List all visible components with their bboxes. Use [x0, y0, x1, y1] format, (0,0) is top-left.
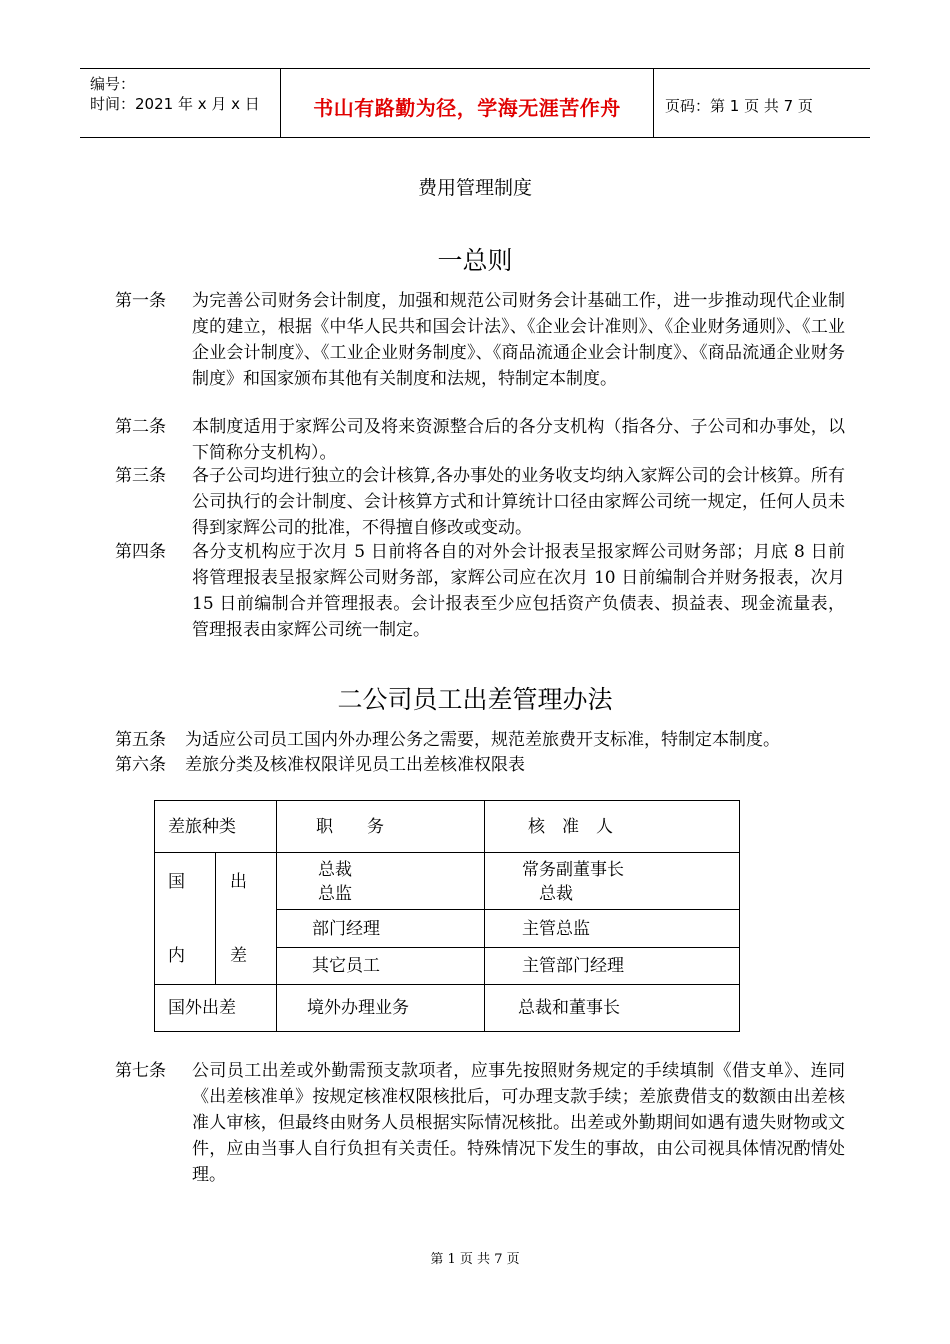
approver-cell: 主管总监: [522, 919, 590, 939]
table-line-row1: [276, 909, 740, 910]
article-text: 差旅分类及核准权限详见员工出差核准权限表: [185, 755, 525, 775]
table-line-header: [154, 852, 740, 853]
table-line-col1: [276, 800, 277, 1032]
article-label: 第二条: [115, 417, 166, 437]
article-label: 第一条: [115, 291, 166, 311]
foreign-position: 境外办理业务: [307, 998, 409, 1018]
article-text: 各分支机构应于次月 5 日前将各自的对外会计报表呈报家辉公司财务部；月底 8 日前将管理报表呈报家辉公司财务部，家辉公司应在次月 10 日前编制合并财务报表，次月 15 日前编制合并管理报表。会计报表至少应包括资产负债表、损益表、现金流量表，管理报表由家辉公司统一制定。: [192, 542, 845, 640]
header-left-cell: [80, 69, 280, 137]
article-label: 第五条: [115, 730, 166, 750]
section-heading-travel: 二公司员工出差管理办法: [337, 685, 613, 714]
article-label: 第六条: [115, 755, 166, 775]
header-position: 职 务: [316, 817, 384, 837]
approver-cell: 主管部门经理: [522, 956, 624, 976]
header-table: [80, 68, 870, 138]
table-border-left: [154, 800, 155, 1032]
article-text: 为适应公司员工国内外办理公务之需要，规范差旅费开支标准，特制定本制度。: [185, 730, 780, 750]
position-cell: 其它员工: [312, 956, 380, 976]
approval-table: [154, 800, 740, 1032]
header-approver: 核 准 人: [528, 817, 613, 837]
table-line-col2: [484, 800, 485, 1032]
document-number-label: 编号：: [90, 75, 136, 93]
motto: 书山有路勤为径，学海无涯苦作舟: [313, 96, 621, 120]
domestic-char-4: 差: [230, 946, 247, 966]
document-title: 费用管理制度: [417, 177, 532, 199]
article-text: 各子公司均进行独立的会计核算,各办事处的业务收支均纳入家辉公司的会计核算。所有公司执行的会计制度、会计核算方式和计算统计口径由家辉公司统一规定，任何人员未得到家辉公司的批准，不得擅自修改或变动。: [192, 466, 845, 538]
article-7: [115, 1058, 845, 1188]
table-line-domestic: [154, 984, 740, 985]
page-footer: 第 1 页 共 7 页: [430, 1252, 520, 1267]
header-right-cell: [653, 69, 870, 137]
article-6: [115, 752, 845, 778]
article-2: [115, 414, 845, 466]
table-line-domestic-split: [215, 852, 216, 984]
article-text: 为完善公司财务会计制度，加强和规范公司财务会计基础工作，进一步推动现代企业制度的建立，根据《中华人民共和国会计法》、《企业会计准则》、《企业财务通则》、《工业企业会计制度》、《工业企业财务制度》、《商品流通企业会计制度》、《商品流通企业财务制度》和国家颁布其他有关制度和法规，特制定本制度。: [192, 291, 845, 389]
article-4: [115, 539, 845, 643]
article-label: 第三条: [115, 466, 166, 486]
domestic-char-2: 内: [168, 946, 185, 966]
approver-cell: 总裁: [539, 884, 573, 904]
table-line-row2: [276, 947, 740, 948]
page-info: 页码：第 1 页 共 7 页: [665, 97, 813, 115]
foreign-category: 国外出差: [168, 998, 236, 1018]
section-heading-general: 一总则: [437, 246, 513, 275]
table-border-top: [154, 800, 740, 801]
document-time-label: 时间：2021 年 x 月 x 日: [90, 95, 260, 113]
article-text: 本制度适用于家辉公司及将来资源整合后的各分支机构（指各分、子公司和办事处，以下简称分支机构）。: [192, 417, 845, 463]
article-5: [115, 727, 845, 753]
domestic-char-1: 国: [168, 872, 185, 892]
domestic-char-3: 出: [230, 872, 247, 892]
article-label: 第四条: [115, 542, 166, 562]
foreign-approver: 总裁和董事长: [518, 998, 620, 1018]
header-category: 差旅种类: [168, 817, 236, 837]
position-cell: 总监: [318, 884, 352, 904]
header-motto-cell: [280, 69, 654, 137]
approver-cell: 常务副董事长: [522, 860, 624, 880]
article-label: 第七条: [115, 1061, 166, 1081]
article-1: [115, 288, 845, 392]
article-3: [115, 463, 845, 541]
table-border-right: [739, 800, 740, 1032]
position-cell: 总裁: [318, 860, 352, 880]
position-cell: 部门经理: [312, 919, 380, 939]
table-border-bottom: [154, 1031, 740, 1032]
article-text: 公司员工出差或外勤需预支款项者，应事先按照财务规定的手续填制《借支单》、连同《出差核准单》按规定核准权限核批后，可办理支款手续；差旅费借支的数额由出差核准人审核，但最终由财务人员根据实际情况核批。出差或外勤期间如遇有遗失财物或文件，应由当事人自行负担有关责任。特殊情况下发生的事故，由公司视具体情况酌情处理。: [192, 1061, 845, 1185]
